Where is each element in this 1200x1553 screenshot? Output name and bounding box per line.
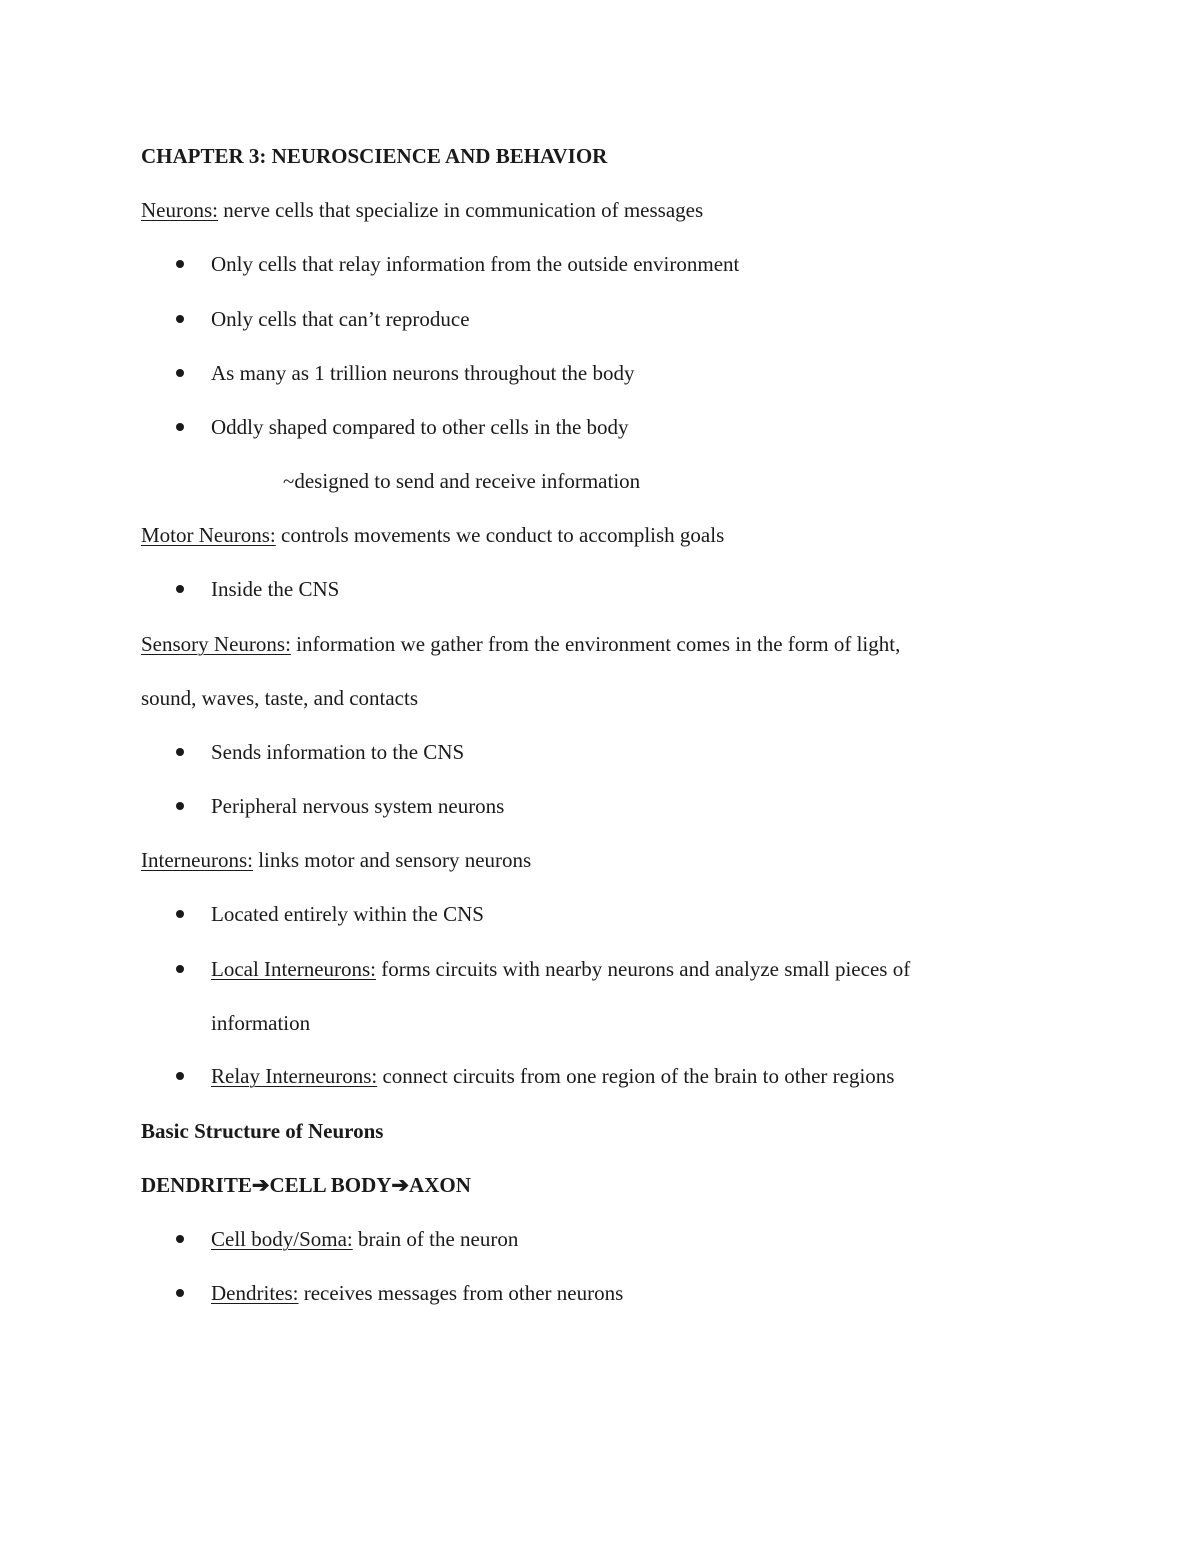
sensory-neurons-term: Sensory Neurons: <box>141 632 291 656</box>
bullet-icon <box>176 748 184 756</box>
bullet-icon <box>176 1289 184 1297</box>
relay-interneurons-term: Relay Interneurons: <box>211 1064 378 1088</box>
list-item-text: Only cells that relay information from the outside environment <box>211 252 740 276</box>
interneurons-term: Interneurons: <box>141 848 253 872</box>
structure-heading: Basic Structure of Neurons <box>141 1119 384 1143</box>
list-item-text: Sends information to the CNS <box>211 740 465 764</box>
list-item-text: Oddly shaped compared to other cells in the body <box>211 415 629 439</box>
right-arrow-icon: ➔ <box>391 1173 410 1197</box>
motor-neurons-definition <box>141 522 724 548</box>
soma-def: brain of the neuron <box>352 1227 519 1251</box>
list-item-text <box>211 956 910 982</box>
soma-term: Cell body/Soma: <box>211 1227 353 1251</box>
flow-axon: AXON <box>409 1173 471 1197</box>
motor-neurons-term: Motor Neurons: <box>141 523 276 547</box>
bullet-icon <box>176 315 184 323</box>
bullet-icon <box>176 260 184 268</box>
list-item-text: Inside the CNS <box>211 577 340 601</box>
neurons-sub-note: ~designed to send and receive information <box>283 469 641 493</box>
bullet-icon <box>176 965 184 973</box>
bullet-icon <box>176 802 184 810</box>
flow-cell-body: CELL BODY <box>269 1173 392 1197</box>
sensory-neurons-definition <box>141 631 900 657</box>
list-item-text: Located entirely within the CNS <box>211 902 484 926</box>
interneurons-definition <box>141 847 531 873</box>
neurons-definition <box>141 197 703 223</box>
chapter-title: CHAPTER 3: NEUROSCIENCE AND BEHAVIOR <box>141 144 608 168</box>
neurons-def-text: nerve cells that specialize in communication of messages <box>218 198 704 222</box>
list-item-text: Peripheral nervous system neurons <box>211 794 505 818</box>
dendrites-def: receives messages from other neurons <box>298 1281 624 1305</box>
list-item-text <box>211 1226 518 1252</box>
dendrites-term: Dendrites: <box>211 1281 299 1305</box>
bullet-icon <box>176 369 184 377</box>
list-item-text <box>211 1280 623 1306</box>
local-interneurons-def: forms circuits with nearby neurons and analyze small pieces of <box>376 957 911 981</box>
list-item-text: As many as 1 trillion neurons throughout the body <box>211 361 635 385</box>
neurons-term: Neurons: <box>141 198 218 222</box>
local-interneurons-def-continued: information <box>211 1011 311 1035</box>
right-arrow-icon: ➔ <box>251 1173 270 1197</box>
relay-interneurons-def: connect circuits from one region of the brain to other regions <box>377 1064 895 1088</box>
interneurons-def-text: links motor and sensory neurons <box>252 848 532 872</box>
list-item-text: Only cells that can’t reproduce <box>211 307 470 331</box>
bullet-icon <box>176 423 184 431</box>
sensory-neurons-def-text: information we gather from the environment comes in the form of light, <box>290 632 901 656</box>
flow-dendrite: DENDRITE <box>141 1173 252 1197</box>
list-item-text <box>211 1063 894 1089</box>
structure-flow <box>141 1172 471 1198</box>
local-interneurons-term: Local Interneurons: <box>211 957 377 981</box>
bullet-icon <box>176 1235 184 1243</box>
bullet-icon <box>176 1072 184 1080</box>
sensory-neurons-def-continued: sound, waves, taste, and contacts <box>141 686 419 710</box>
bullet-icon <box>176 585 184 593</box>
bullet-icon <box>176 910 184 918</box>
motor-neurons-def-text: controls movements we conduct to accomplish goals <box>275 523 725 547</box>
